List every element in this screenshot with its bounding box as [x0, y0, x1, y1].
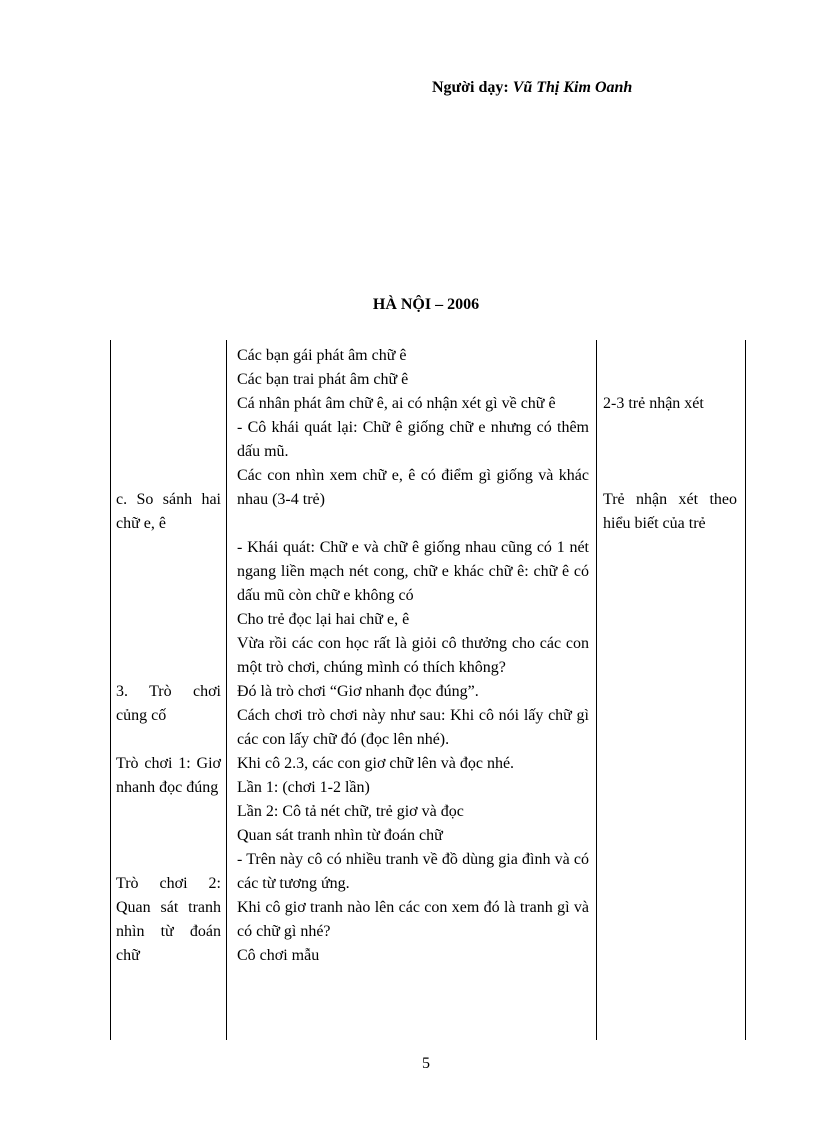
- table-border-right: [745, 340, 746, 1040]
- activity-compare: c. So sánh hai chữ e, ê: [116, 491, 221, 532]
- table-border-left: [110, 340, 111, 1040]
- author-label: Người dạy:: [432, 79, 509, 96]
- lesson-table: [110, 340, 746, 1040]
- text-line: Đó là trò chơi “Giơ nhanh đọc đúng”.: [237, 683, 479, 700]
- text-line: Cá nhân phát âm chữ ê, ai có nhận xét gì về chữ ê: [237, 395, 556, 412]
- city-year: HÀ NỘI – 2006: [372, 296, 480, 313]
- text-line: Khi cô giơ tranh nào lên các con xem đó là tranh gì và có chữ gì nhé?: [237, 899, 589, 940]
- author-name: Vũ Thị Kim Oanh: [512, 79, 633, 96]
- page-number: 5: [422, 1055, 430, 1072]
- text-line: Cô chơi mẫu: [237, 947, 320, 964]
- activity-game-1: Trò chơi 1: Giơ nhanh đọc đúng: [116, 755, 221, 796]
- text-line: - Cô khái quát lại: Chữ ê giống chữ e nhưng có thêm dấu mũ.: [237, 419, 589, 460]
- text-line: Các bạn trai phát âm chữ ê: [237, 371, 409, 388]
- text-line: Cách chơi trò chơi này như sau: Khi cô nói lấy chữ gì các con lấy chữ đó (đọc lên nhé).: [237, 707, 589, 748]
- activity-game-2: Trò chơi 2: Quan sát tranh nhìn từ đoán chữ: [116, 875, 221, 964]
- text-line: Vừa rồi các con học rất là giỏi cô thưởng cho các con một trò chơi, chúng mình có thích không?: [237, 635, 589, 676]
- text-line: Quan sát tranh nhìn từ đoán chữ: [237, 827, 443, 844]
- text-line: Lần 2: Cô tả nét chữ, trẻ giơ và đọc: [237, 803, 464, 820]
- text-line: Các con nhìn xem chữ e, ê có điểm gì giống và khác nhau (3-4 trẻ): [237, 467, 589, 508]
- activity-column: [116, 344, 221, 968]
- table-divider-1: [226, 340, 227, 1040]
- text-line: - Trên này cô có nhiều tranh về đồ dùng gia đình và có các từ tương ứng.: [237, 851, 589, 892]
- activity-game: 3. Trò chơi củng cố: [116, 683, 221, 724]
- author-line: [432, 79, 632, 97]
- text-line: Khi cô 2.3, các con giơ chữ lên và đọc nhé.: [237, 755, 515, 772]
- child-response-1: 2-3 trẻ nhận xét: [603, 395, 704, 412]
- child-response-2: Trẻ nhận xét theo hiểu biết của trẻ: [603, 491, 737, 532]
- child-column: [603, 344, 737, 536]
- table-divider-2: [596, 340, 597, 1040]
- text-line: - Khái quát: Chữ e và chữ ê giống nhau cũng có 1 nét ngang liền mạch nét cong, chữ e khác chữ ê: chữ ê có dấu mũ còn chữ e không có: [237, 539, 589, 604]
- text-line: Lần 1: (chơi 1-2 lần): [237, 779, 370, 796]
- teacher-column: [237, 344, 589, 968]
- text-line: Các bạn gái phát âm chữ ê: [237, 347, 407, 364]
- text-line: Cho trẻ đọc lại hai chữ e, ê: [237, 611, 410, 628]
